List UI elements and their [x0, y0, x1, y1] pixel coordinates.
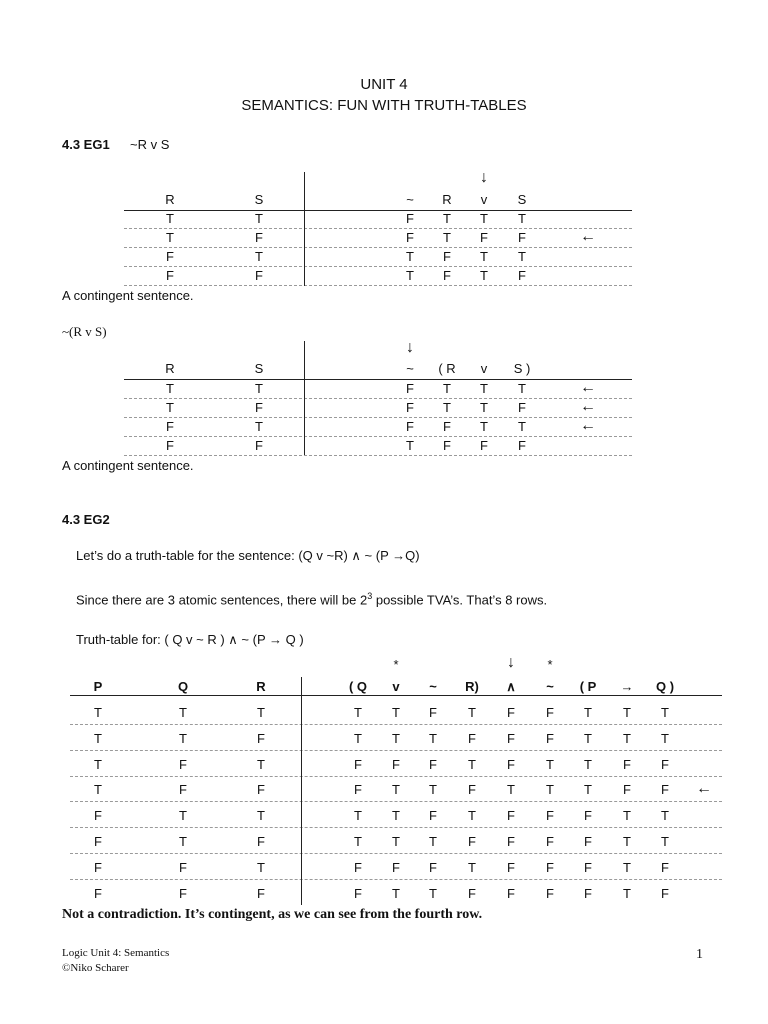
table-cell: F [443, 438, 451, 453]
header-cell: ~ [406, 361, 414, 376]
footer-course: Logic Unit 4: Semantics [62, 947, 170, 959]
table-cell: T [257, 757, 265, 772]
header-cell: S [517, 192, 527, 207]
table-cell: F [354, 886, 362, 901]
row-rule [124, 266, 632, 267]
table-cell: F [661, 886, 669, 901]
page-title: SEMANTICS: FUN WITH TRUTH-TABLES [241, 97, 527, 114]
table-cell: T [443, 230, 451, 245]
table-cell: F [507, 757, 515, 772]
row-rule [70, 750, 722, 751]
table-cell: T [392, 782, 400, 797]
table-cell: F [518, 268, 526, 283]
header-cell: R [256, 679, 266, 694]
table-cell: T [518, 419, 526, 434]
header-cell: ~ [546, 679, 554, 694]
conclusion: Not a contradiction. It’s contingent, as we can see from the fourth row. [62, 907, 483, 922]
table-cell: F [94, 834, 102, 849]
table-cell: F [546, 886, 554, 901]
table-cell: T [546, 782, 554, 797]
table-cell: T [392, 808, 400, 823]
eg1-sentence-2: ~(R v S) [62, 324, 107, 339]
table-cell: T [623, 808, 631, 823]
row-rule [124, 228, 632, 229]
footer-author: ©Niko Scharer [62, 962, 129, 974]
table-cell: F [518, 230, 526, 245]
table-cell: F [392, 860, 400, 875]
header-cell: → [620, 679, 634, 694]
since-exponent: 3 [367, 591, 373, 601]
table-cell: T [166, 211, 174, 226]
header-cell: ~ [429, 679, 437, 694]
eg2-intro: Let’s do a truth-table for the sentence: (Q v ~R) ∧ ~ (P →Q) [76, 548, 420, 563]
header-cell: R [442, 192, 452, 207]
table-cell: F [507, 808, 515, 823]
table-cell: T [392, 834, 400, 849]
table-cell: F [661, 860, 669, 875]
eg2-table-label: Truth-table for: ( Q v ~ R ) ∧ ~ (P → Q ) [76, 632, 304, 647]
table-cell: T [255, 381, 263, 396]
table-cell: F [392, 757, 400, 772]
table-cell: T [661, 834, 669, 849]
table-cell: F [518, 438, 526, 453]
table-cell: T [661, 808, 669, 823]
table-cell: F [468, 834, 476, 849]
table-cell: T [406, 268, 414, 283]
table-cell: F [179, 860, 187, 875]
table-cell: F [255, 268, 263, 283]
table2-caption: A contingent sentence. [62, 458, 194, 473]
table-cell: F [257, 834, 265, 849]
table-cell: F [661, 757, 669, 772]
table-cell: T [354, 705, 362, 720]
table-cell: T [480, 268, 488, 283]
table-cell: T [166, 400, 174, 415]
header-cell: Q [177, 679, 189, 694]
header-cell: ~ [406, 192, 414, 207]
table-cell: T [429, 834, 437, 849]
table-cell: F [480, 438, 488, 453]
table-cell: F [179, 886, 187, 901]
table-cell: F [429, 860, 437, 875]
row-marker-arrow: ← [580, 417, 596, 434]
table-cell: F [354, 757, 362, 772]
table-cell: T [480, 400, 488, 415]
row-marker-arrow: ← [696, 780, 712, 797]
table-cell: F [429, 705, 437, 720]
table-cell: F [546, 731, 554, 746]
table-cell: F [94, 808, 102, 823]
table-cell: F [429, 808, 437, 823]
main-connective-arrow: ↓ [507, 654, 515, 671]
table-cell: T [443, 400, 451, 415]
table-cell: F [468, 731, 476, 746]
row-rule [70, 827, 722, 828]
row-rule [70, 776, 722, 777]
table-cell: T [179, 808, 187, 823]
main-connective-arrow: ↓ [406, 339, 414, 356]
table-cell: F [584, 886, 592, 901]
table-cell: T [443, 211, 451, 226]
header-cell: ( R [438, 361, 456, 376]
table-cell: T [518, 381, 526, 396]
table-cell: F [255, 400, 263, 415]
table-cell: T [480, 211, 488, 226]
table-cell: T [94, 782, 102, 797]
table-cell: T [257, 705, 265, 720]
table-cell: F [468, 782, 476, 797]
table-cell: T [623, 705, 631, 720]
table-cell: T [661, 731, 669, 746]
header-cell: R) [465, 679, 479, 694]
row-marker-arrow: ← [580, 228, 596, 245]
table-cell: F [584, 834, 592, 849]
table-cell: T [623, 731, 631, 746]
header-cell: P [93, 679, 103, 694]
row-rule [70, 879, 722, 880]
table-cell: F [406, 381, 414, 396]
header-cell: S [254, 192, 264, 207]
table-cell: F [255, 438, 263, 453]
table-cell: T [94, 705, 102, 720]
table-cell: F [623, 757, 631, 772]
main-connective-arrow: ↓ [480, 169, 488, 186]
table-cell: T [518, 211, 526, 226]
table-cell: F [406, 211, 414, 226]
table-cell: F [94, 860, 102, 875]
table-cell: T [179, 731, 187, 746]
table-cell: F [480, 230, 488, 245]
table-cell: T [584, 757, 592, 772]
table-cell: F [406, 400, 414, 415]
table-cell: F [584, 808, 592, 823]
table-cell: T [507, 782, 515, 797]
header-cell: v [480, 192, 488, 207]
column-divider [301, 677, 302, 905]
column-divider [304, 341, 305, 455]
table-cell: T [480, 381, 488, 396]
table-cell: T [468, 860, 476, 875]
since-text: Since there are 3 atomic sentences, there will be 2 [76, 592, 368, 608]
header-cell: ( P [579, 679, 597, 694]
table-cell: F [661, 782, 669, 797]
header-cell: ∧ [506, 679, 516, 694]
table-cell: T [584, 731, 592, 746]
header-cell: ( Q [348, 679, 368, 694]
unit-title: UNIT 4 [360, 76, 408, 93]
table-cell: F [257, 782, 265, 797]
table-cell: F [166, 249, 174, 264]
table-cell: F [443, 268, 451, 283]
table-cell: T [480, 249, 488, 264]
eg2-rows-explanation [76, 591, 547, 607]
table-cell: F [166, 438, 174, 453]
header-cell: S ) [513, 361, 531, 376]
header-cell: v [392, 679, 400, 694]
table-cell: T [392, 886, 400, 901]
table-cell: T [518, 249, 526, 264]
table-cell: T [406, 249, 414, 264]
table-cell: T [468, 757, 476, 772]
table-cell: T [255, 211, 263, 226]
table-cell: T [623, 886, 631, 901]
table-cell: F [507, 731, 515, 746]
asterisk-marker: * [393, 657, 399, 672]
table-cell: F [546, 860, 554, 875]
table-cell: T [661, 705, 669, 720]
table-cell: F [623, 782, 631, 797]
table-cell: F [179, 782, 187, 797]
row-rule [124, 436, 632, 437]
row-marker-arrow: ← [580, 379, 596, 396]
table-cell: T [94, 757, 102, 772]
table-cell: F [255, 230, 263, 245]
table-cell: T [584, 782, 592, 797]
table-cell: T [255, 419, 263, 434]
table1-caption: A contingent sentence. [62, 288, 194, 303]
table-cell: T [468, 705, 476, 720]
table-cell: T [354, 731, 362, 746]
table-cell: T [468, 808, 476, 823]
table-cell: T [257, 808, 265, 823]
row-rule [70, 853, 722, 854]
eg1-heading: 4.3 EG1 [62, 137, 110, 152]
table-cell: T [546, 757, 554, 772]
table-cell: T [166, 381, 174, 396]
table-cell: T [94, 731, 102, 746]
header-cell: R [165, 192, 175, 207]
table-cell: F [507, 834, 515, 849]
row-rule [124, 417, 632, 418]
table-cell: T [392, 705, 400, 720]
table-cell: F [354, 860, 362, 875]
table-cell: F [546, 808, 554, 823]
column-divider [304, 172, 305, 286]
eg2-heading: 4.3 EG2 [62, 512, 110, 527]
asterisk-marker: * [547, 657, 553, 672]
table-cell: F [406, 230, 414, 245]
table-cell: F [546, 705, 554, 720]
table-cell: F [166, 419, 174, 434]
header-rule [124, 379, 632, 380]
table-cell: T [179, 834, 187, 849]
row-rule [124, 398, 632, 399]
table-cell: T [429, 782, 437, 797]
table-cell: F [507, 705, 515, 720]
since-text-post: possible TVA’s. That’s 8 rows. [372, 592, 548, 608]
row-marker-arrow: ← [580, 398, 596, 415]
table-cell: F [443, 249, 451, 264]
table-cell: T [429, 886, 437, 901]
table-cell: T [257, 860, 265, 875]
row-rule [124, 455, 632, 456]
table-cell: T [406, 438, 414, 453]
header-rule [70, 695, 722, 696]
header-cell: Q ) [655, 679, 675, 694]
table-cell: F [546, 834, 554, 849]
table-cell: F [257, 886, 265, 901]
table-cell: F [354, 782, 362, 797]
table-cell: F [257, 731, 265, 746]
table-cell: F [94, 886, 102, 901]
table-cell: F [507, 886, 515, 901]
row-rule [124, 247, 632, 248]
table-cell: T [392, 731, 400, 746]
table-cell: F [179, 757, 187, 772]
row-rule [124, 285, 632, 286]
table-cell: F [507, 860, 515, 875]
table-cell: F [468, 886, 476, 901]
table-cell: T [429, 731, 437, 746]
table-cell: T [166, 230, 174, 245]
table-cell: F [443, 419, 451, 434]
table-cell: F [584, 860, 592, 875]
page-number: 1 [696, 947, 703, 962]
table-cell: F [406, 419, 414, 434]
eg1-sentence: ~R v S [130, 137, 170, 152]
table-cell: T [179, 705, 187, 720]
table-cell: T [584, 705, 592, 720]
row-rule [70, 801, 722, 802]
table-cell: T [443, 381, 451, 396]
table-cell: F [518, 400, 526, 415]
table-cell: F [429, 757, 437, 772]
table-cell: T [255, 249, 263, 264]
table-cell: T [354, 834, 362, 849]
header-cell: R [165, 361, 175, 376]
header-rule [124, 210, 632, 211]
table-cell: T [623, 860, 631, 875]
table-cell: T [480, 419, 488, 434]
table-cell: T [354, 808, 362, 823]
header-cell: v [480, 361, 488, 376]
table-cell: T [623, 834, 631, 849]
row-rule [70, 724, 722, 725]
table-cell: F [166, 268, 174, 283]
header-cell: S [254, 361, 264, 376]
